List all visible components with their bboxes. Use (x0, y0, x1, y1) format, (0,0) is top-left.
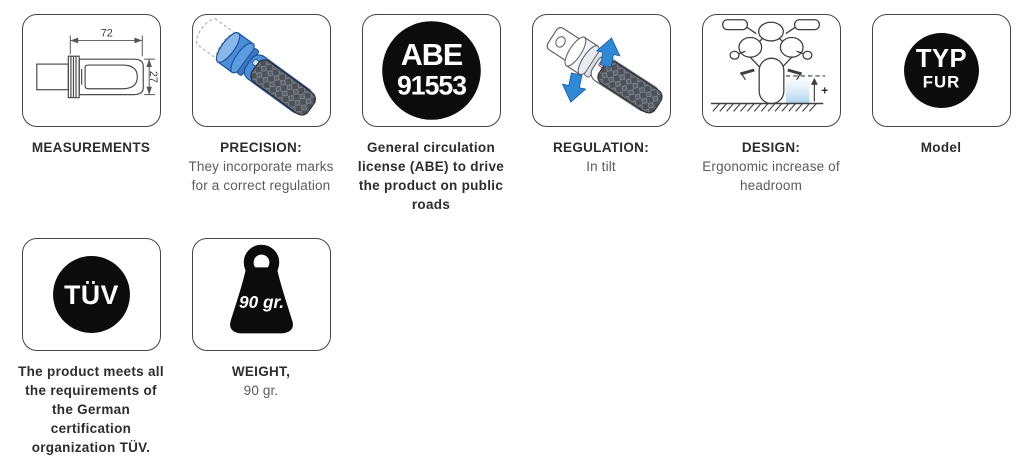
design-body-line: headroom (740, 178, 802, 193)
feature-precision (176, 14, 346, 214)
feature-weight (176, 238, 346, 457)
abe-number-text: 91553 (396, 70, 466, 101)
tuv-caption-line: The product meets all (18, 364, 164, 379)
tuv-caption-line: the German (51, 402, 131, 417)
dimension-height-label: 27 (146, 70, 159, 83)
weight-badge-label: 90 gr. (238, 291, 284, 312)
model-badge-top-text: TYP (915, 45, 967, 74)
design-title: DESIGN: (741, 140, 801, 155)
feature-regulation (516, 14, 686, 214)
feature-design (686, 14, 856, 214)
feature-abe-license (346, 14, 516, 214)
tuv-badge-text: TÜV (63, 279, 119, 310)
tuv-badge-icon (23, 238, 160, 351)
feature-measurements (6, 14, 176, 214)
design-caption (686, 138, 856, 195)
abe-caption-line: license (ABE) to drive (357, 159, 505, 174)
abe-tile (362, 14, 501, 127)
dimension-width-label: 72 (100, 27, 113, 40)
feature-tuv (6, 238, 176, 457)
weight-title: WEIGHT, (231, 364, 291, 379)
model-caption (856, 138, 1024, 157)
feature-row-top (6, 14, 1024, 214)
tuv-caption-line: the requirements of (25, 383, 157, 398)
arrow-down-icon (559, 72, 588, 105)
weight-icon (193, 238, 330, 351)
motorcycle-headroom-icon (703, 14, 840, 127)
plus-sign-label: + (820, 83, 828, 98)
precision-body-line: They incorporate marks (188, 159, 334, 174)
regulation-body-line: In tilt (586, 159, 616, 174)
tuv-tile (22, 238, 161, 351)
weight-caption (176, 362, 346, 400)
design-tile (702, 14, 841, 127)
regulation-tile (532, 14, 671, 127)
tuv-caption-line: certification (50, 421, 132, 436)
precision-title: PRECISION: (220, 140, 302, 155)
weight-tile (192, 238, 331, 351)
precision-tile (192, 14, 331, 127)
model-badge-bottom-text: FUR (922, 72, 960, 92)
weight-body-line: 90 gr. (243, 383, 279, 398)
abe-caption (346, 138, 516, 214)
model-tile (872, 14, 1011, 127)
regulation-caption (516, 138, 686, 176)
model-title: Model (920, 140, 962, 155)
abe-caption-line: General circulation (367, 140, 495, 155)
measurements-tile (22, 14, 161, 127)
feature-row-bottom (6, 238, 346, 457)
measurements-title: MEASUREMENTS (31, 140, 151, 155)
blue-footpeg-icon (193, 14, 330, 127)
precision-body-line: for a correct regulation (191, 178, 331, 193)
regulation-title: REGULATION: (552, 140, 650, 155)
abe-caption-line: roads (411, 197, 451, 212)
typ-fur-badge-icon (873, 14, 1010, 127)
tilt-footpeg-icon (533, 14, 670, 127)
precision-caption (176, 138, 346, 195)
abe-caption-line: the product on public (358, 178, 504, 193)
abe-badge-text: ABE (400, 38, 462, 73)
footpeg-dimensions-icon (23, 14, 160, 127)
abe-badge-icon (363, 14, 500, 127)
tuv-caption (6, 362, 176, 457)
measurements-caption (6, 138, 176, 157)
tuv-caption-line: organization TÜV. (31, 440, 151, 455)
design-body-line: Ergonomic increase of (702, 159, 840, 174)
feature-model (856, 14, 1024, 214)
